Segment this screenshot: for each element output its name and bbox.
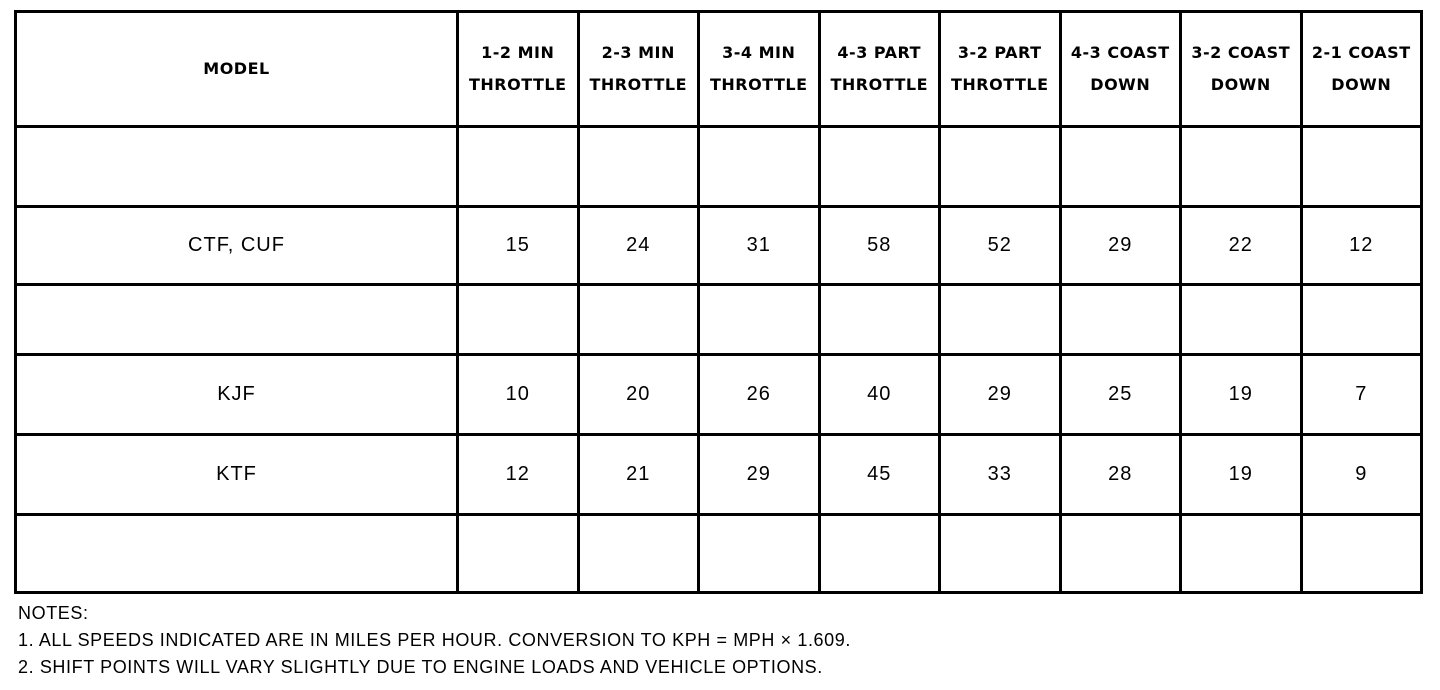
table-cell bbox=[1181, 285, 1302, 355]
table-cell: 29 bbox=[699, 435, 820, 515]
header-line-1: 1-2 MIN bbox=[481, 43, 555, 62]
table-cell: 52 bbox=[940, 207, 1061, 285]
table-cell bbox=[458, 127, 579, 207]
table-cell: 10 bbox=[458, 355, 579, 435]
table-cell bbox=[699, 515, 820, 593]
table-cell: 58 bbox=[819, 207, 940, 285]
cell-model bbox=[16, 515, 458, 593]
header-line-1: 4-3 PART bbox=[837, 43, 922, 62]
header-3-2-part-throttle bbox=[940, 12, 1061, 127]
table-row bbox=[16, 355, 1422, 435]
table-cell: 45 bbox=[819, 435, 940, 515]
cell-model bbox=[16, 285, 458, 355]
table-cell: 29 bbox=[1060, 207, 1181, 285]
shift-speed-table bbox=[14, 10, 1423, 594]
header-row bbox=[16, 12, 1422, 127]
header-line-1: 4-3 COAST bbox=[1070, 43, 1170, 62]
header-4-3-coast-down bbox=[1060, 12, 1181, 127]
header-model bbox=[16, 12, 458, 127]
header-line-1: 3-2 PART bbox=[957, 43, 1042, 62]
header-2-1-coast-down bbox=[1301, 12, 1422, 127]
table-cell bbox=[940, 127, 1061, 207]
table-cell: 24 bbox=[578, 207, 699, 285]
table-cell bbox=[819, 515, 940, 593]
table-cell: 12 bbox=[1301, 207, 1422, 285]
table-row bbox=[16, 285, 1422, 355]
header-line-2: THROTTLE bbox=[468, 75, 567, 94]
cell-model: KJF bbox=[16, 355, 458, 435]
table-cell bbox=[1301, 515, 1422, 593]
table-cell: 40 bbox=[819, 355, 940, 435]
notes-section bbox=[18, 600, 851, 681]
header-line-2: THROTTLE bbox=[830, 75, 929, 94]
table-cell: 31 bbox=[699, 207, 820, 285]
header-2-3-min-throttle bbox=[578, 12, 699, 127]
header-3-2-coast-down bbox=[1181, 12, 1302, 127]
table-cell bbox=[578, 285, 699, 355]
table-row bbox=[16, 127, 1422, 207]
table-cell bbox=[819, 127, 940, 207]
notes-heading: NOTES: bbox=[18, 603, 89, 623]
table-cell bbox=[1060, 127, 1181, 207]
header-line-1: 3-4 MIN bbox=[722, 43, 796, 62]
table-cell bbox=[458, 285, 579, 355]
table-cell: 15 bbox=[458, 207, 579, 285]
header-3-4-min-throttle bbox=[699, 12, 820, 127]
table-cell bbox=[1060, 515, 1181, 593]
header-line-1: 2-3 MIN bbox=[601, 43, 675, 62]
table-cell: 9 bbox=[1301, 435, 1422, 515]
table-cell: 21 bbox=[578, 435, 699, 515]
table-row bbox=[16, 435, 1422, 515]
header-line-2: THROTTLE bbox=[589, 75, 688, 94]
header-line-2: DOWN bbox=[1210, 75, 1271, 94]
table-cell bbox=[1181, 127, 1302, 207]
header-line-2: THROTTLE bbox=[709, 75, 808, 94]
cell-model bbox=[16, 127, 458, 207]
table-row bbox=[16, 515, 1422, 593]
table-cell: 33 bbox=[940, 435, 1061, 515]
cell-model: KTF bbox=[16, 435, 458, 515]
table-cell: 28 bbox=[1060, 435, 1181, 515]
table-cell bbox=[1181, 515, 1302, 593]
table-cell bbox=[699, 285, 820, 355]
header-model-line-1: MODEL bbox=[203, 59, 270, 78]
table-cell: 26 bbox=[699, 355, 820, 435]
table-cell bbox=[699, 127, 820, 207]
table-cell: 7 bbox=[1301, 355, 1422, 435]
header-line-2: DOWN bbox=[1331, 75, 1392, 94]
table-cell bbox=[940, 285, 1061, 355]
table-cell bbox=[940, 515, 1061, 593]
table-cell bbox=[578, 127, 699, 207]
header-line-2: DOWN bbox=[1090, 75, 1151, 94]
table-row bbox=[16, 207, 1422, 285]
header-line-1: 2-1 COAST bbox=[1311, 43, 1411, 62]
table-cell: 19 bbox=[1181, 355, 1302, 435]
table-cell: 20 bbox=[578, 355, 699, 435]
note-item: 2. SHIFT POINTS WILL VARY SLIGHTLY DUE TO ENGINE LOADS AND VEHICLE OPTIONS. bbox=[18, 657, 823, 677]
table-cell bbox=[1060, 285, 1181, 355]
header-line-1: 3-2 COAST bbox=[1191, 43, 1291, 62]
table-cell bbox=[1301, 285, 1422, 355]
header-4-3-part-throttle bbox=[819, 12, 940, 127]
table-cell bbox=[1301, 127, 1422, 207]
table-cell bbox=[819, 285, 940, 355]
table-cell: 29 bbox=[940, 355, 1061, 435]
table-cell: 19 bbox=[1181, 435, 1302, 515]
cell-model: CTF, CUF bbox=[16, 207, 458, 285]
table-cell bbox=[458, 515, 579, 593]
header-line-2: THROTTLE bbox=[950, 75, 1049, 94]
header-1-2-min-throttle bbox=[458, 12, 579, 127]
table-cell: 12 bbox=[458, 435, 579, 515]
table-cell bbox=[578, 515, 699, 593]
note-item: 1. ALL SPEEDS INDICATED ARE IN MILES PER HOUR. CONVERSION TO KPH = MPH × 1.609. bbox=[18, 630, 851, 650]
table-cell: 22 bbox=[1181, 207, 1302, 285]
table-cell: 25 bbox=[1060, 355, 1181, 435]
